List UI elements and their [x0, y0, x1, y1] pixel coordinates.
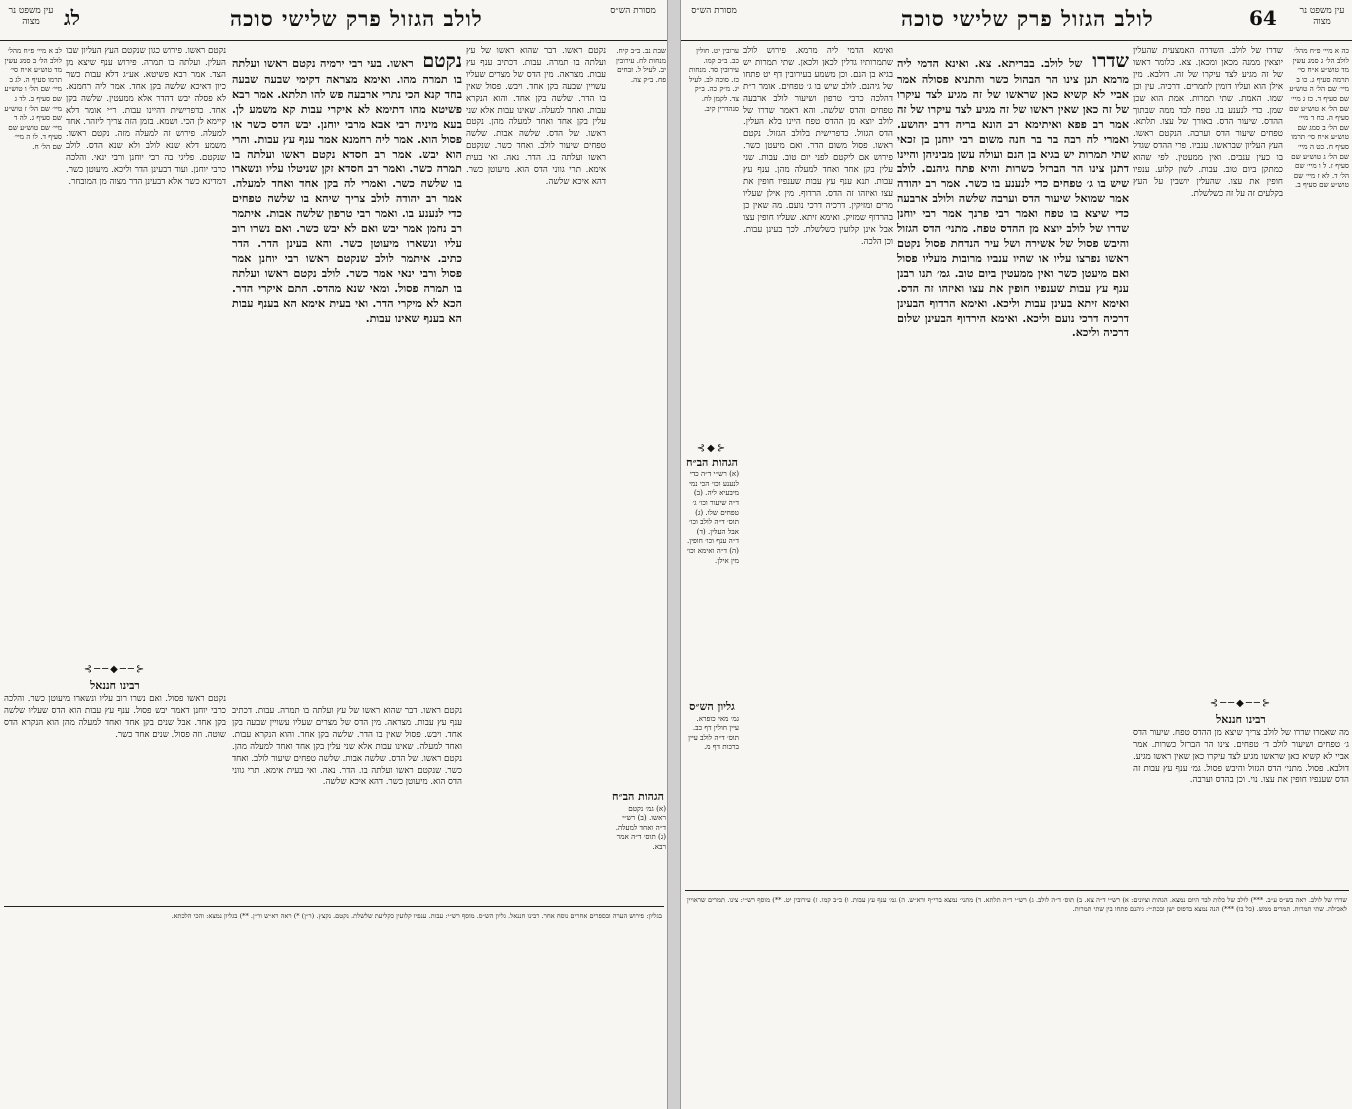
right-footnotes [687, 896, 1347, 1104]
right-ein-mishpat-text: כה א מיי׳ פ״ח מהל׳ לולב הל׳ ג סמג עשין מד טוש״ע א״ח סי׳ תרמה סעיף ג. כו ב מיי׳ שם הל׳ ה טוש״ע שם סעיף ד. כז ג מיי׳ שם הל׳ א טוש״ע שם סעיף ה. כח ד מיי׳ שם הל׳ ב סמג שם טוש״ע א״ח סי׳ תרמו סעיף ח. כט ה מיי׳ שם הל׳ ג טוש״ע שם סעיף ז. ל ו מיי׳ שם הל׳ ד. לא ז מיי׳ שם טוש״ע שם סעיף ב. [1289, 46, 1349, 190]
right-gemara [897, 50, 1129, 886]
left-masoret-text: שבת נב. ב״ב קיח. מנחות לח. עירובין יב. לעיל ל. זבחים פח. ב״ק צה. [615, 46, 666, 84]
left-header [0, 4, 668, 38]
left-footnotes [6, 912, 662, 1102]
right-gilyon-title: גליון הש״ס [689, 700, 735, 713]
right-tosafot-text: ואימא הדמי ליה מרמא. פירוש לולב שתמרותיו גדלין לכאן ולכאן. שתי תמרות יש בגיא בן הנם. וכן משמע בעירובין דף יט פתחו של גיהנם. לולב שיש בו ג׳ טפחים. אומר ר״ת דהלכה כרבי טרפון ושיעור לולב ארבעה טפחים והדס שלשה. והא דאמר שדרו של לולב יוצא מן ההדס טפח היינו בלא העלין. הדס הגזול. כדפרישית בלולב הגזול. נקטם ראשו. פסול משום הדר. ואם מיעטן כשר. פירוש אם ליקטם לפני יום טוב. עבות. שני עלין בקן אחד ואחד למעלה מהן. ענף עץ עבות. תנא ענף עץ עבות שענפיו חופין את עצו ואיזהו זה הדס. הרדוף. מין אילן שעליו מרים ומזיקין. דרכיה דרכי נועם. מה שאין כן בהרדוף שמזיק. ואימא זיתא. שעליו חופין עצו אבל אינן קלועין כשלשלת. לכך בעינן עבות. וכן הלכה. [743, 46, 893, 247]
left-rabbeinu-chananel [4, 660, 226, 900]
left-hagahot [610, 790, 666, 900]
left-ein-mishpat-text: לב א מיי׳ פ״ח מהל׳ לולב הל׳ ב סמג עשין מד טוש״ע א״ח סי׳ תרמו סעיף ה. לג ב מיי׳ שם הל׳ ו טוש״ע שם סעיף ב. לד ג מיי׳ שם הל׳ ז טוש״ע שם סעיף ג. לה ד מיי׳ שם טוש״ע שם סעיף ד. לו ה מיי׳ שם הל׳ ח. [4, 46, 62, 151]
right-page-number: 64 [1249, 6, 1277, 30]
left-footnote-rule [4, 906, 664, 907]
left-ornament: ⊰──◆──⊱ [83, 664, 147, 675]
left-footnotes-text: בגליון: פירוש הערה ובספרים אחרים נוסח אחר. רבינו חננאל. גליון הש״ס. מוסף רש״י: עבות. ענפיו קלועין כקליעת שלשלת. נקטם. נקצץ. (ר״ן) *) ראה רא״ש ור״ן. **) בגליון נמצא: והכי הלכתא. [171, 912, 662, 920]
page-gutter [668, 0, 680, 1109]
right-gemara-text: של לולב. בבריתא. צא. ואינא הדמי ליה מרמא תנן צינו הר הבהול כשר והתניא פסולה אמר אביי לא קשיא כאן שראשו של זה מגיע לצד עיקרו של זה כאן שאין ראשו של זה מגיע לצד עיקרו של זה אמר רב פפא ואיתימא רב הונא בריה דרב יהושע. ואמרי לה רבה בר בר חנה משום רבי יוחנן בן זכאי שתי תמרות יש בגיא בן הנם ועולה עשן מביניהן והיינו דתנן צינו הר הברזל כשרות והיא פתח גיהנם. לולב שיש בו ג׳ טפחים כדי לנענע בו כשר. אמר רב יהודה אמר שמואל שיעור הדס וערבה שלשה ולולב ארבעה כדי שיצא בו טפח ואמר רבי פרנך אמר רבי יוחנן שדרו של לולב יוצא מן ההדס טפח. מתני׳ הדס הגזול והיבש פסול של אשירה ושל עיר הנדחת פסול נקטם ראשו נפרצו עליו או שהיו ענביו מרובות מעליו פסול ואם מיעטן כשר ואין ממעטין ביום טוב. גמ׳ תנו רבנן ענף עץ עבות שענפיו חופין את עצו ואיזהו זה הדס. ואימא זיתא בעינן עבות וליכא. ואימא הרדוף הבעינן דרכיה דרכי נועם וליכא. ואימא הירדוף הבעינן שלום דרכיה וליכא. [897, 56, 1129, 340]
left-corner-masoret: מסורת הש״ס [610, 6, 656, 16]
left-rashi [466, 46, 606, 896]
left-hagahot-title: הגהות הב״ח [612, 790, 664, 803]
left-rashi-text: נקטם ראשו. דבר שהוא ראשו של עץ ועלתה בו תמרה. עבות. דכתיב ענף עץ עבות. מצראה. מין הדס של מצרים שעליו עשויין שבעה בקן אחד. ויבש. פסול שאין בו הדר. שלשה בקן אחד. והוא הנקרא עבות. ואחד למעלה. שאינו עבות אלא שני עלין בקן אחד ואחד למעלה מהן. נקטם ראשו. של הדס. שלשה אבות. שלשה טפחים שיעור לולב. ואחד כשר. שנקטם ראשו ועלתה בו. הדר. נאה. ואי בעית אימא. תרי גווני הדס הוא. מיעוטן כשר. דהא איכא שלשה. [466, 46, 606, 187]
left-rashi-continued-text: נקטם ראשו. דבר שהוא ראשו של עץ ועלתה בו תמרה. עבות. דכתיב ענף עץ עבות. מצראה. מין הדס של מצרים שעליו עשויין שבעה בקן אחד. ויבש. פסול שאין בו הדר. שלשה בקן אחד. והוא הנקרא עבות. ואחד למעלה. שאינו עבות אלא שני עלין בקן אחד ואחד למעלה מהן. נקטם ראשו. של הדס. שלשה אבות. שלשה טפחים שיעור לולב. ואחד כשר. שנקטם ראשו ועלתה בו. הדר. נאה. ואי בעית אימא. תרי גווני הדס הוא. מיעוטן כשר. דהא איכא שלשה. [232, 706, 462, 788]
left-gemara-opening-word: נקטם [422, 50, 462, 72]
right-header [681, 4, 1352, 38]
right-header-title: לולב הגזול פרק שלישי סוכה [901, 6, 1154, 31]
left-tosafot [66, 46, 226, 636]
right-hagahot-ornament: ⊰◆⊱ [696, 443, 728, 454]
right-rashi [1133, 46, 1283, 686]
left-masoret [610, 46, 666, 546]
right-masoret-text: ערובין יט. חולין כב. ב״ב קמו. עירובין סד. מנחות כז. סוכה לב. לעיל יג. מ״ק כה. ב״ק צד. לקמן לח. סנהדרין קיב. [688, 46, 739, 113]
right-rabbeinu-chananel [1133, 694, 1349, 884]
right-gilyon-text: גמ׳ מאי כופרא. עיין חולין דף כב. תוס׳ ד״ה לולב עיין ברכות דף מ. [688, 713, 739, 752]
left-rabbeinu-chananel-title: רבינו חננאל [90, 678, 140, 692]
right-hagahot-title: הגהות הב״ח [686, 455, 738, 469]
right-gilyon [685, 700, 739, 870]
left-gemara [232, 50, 462, 700]
left-rashi-continued [232, 706, 462, 902]
right-corner-masoret: מסורת הש״ס [691, 6, 737, 16]
right-page [680, 0, 1352, 1109]
right-masoret [685, 46, 739, 406]
right-corner-ein-mishpat: עין משפט נר מצוה [1299, 6, 1345, 27]
left-hagahot-text: (א) גמ׳ נקטם ראשו. (ב) רש״י ד״ה ואחד למעלה. (ג) תוס׳ ד״ה אמר רבא. [615, 803, 666, 851]
right-rashi-text: שדרו של לולב. השדרה האמצעית שהעלין יוצאין ממנה מכאן ומכאן. צא. כלומר ראשו של זה מגיע לצד עיקרו של זה. דולבא. מין אילן הוא ועליו דומין לתמרים. דרכיה. עין וכן שמו. האמת. שתי תמרות. אמת הוא שכן שמן. כדי לנענע בו. טפח לבד ממה שבתוך ההדס. שיעור הדס. באורך של עצו. תלתא. טפחים שיעור הדס וערבה. הנקטם ראשו. העץ העליון שבראשו. ענביו. פרי ההדס שגדל בו כעין ענבים. ואין ממעטין. לפי שהוא כמתקן ביום טוב. עבות. לשון קלוע. ענפיו חופין את עצו. שהעלין יושבין על העץ בקלעים זה על זה כשלשלת. [1133, 46, 1283, 199]
left-page-number: לג [64, 6, 80, 30]
right-tosafot [743, 46, 893, 886]
left-corner-ein-mishpat: עין משפט נר מצוה [8, 6, 54, 27]
left-header-title: לולב הגזול פרק שלישי סוכה [230, 6, 483, 31]
right-footnote-rule [685, 890, 1349, 891]
left-header-rule [0, 40, 668, 41]
left-gemara-text: ראשו. בעי רבי ירמיה נקטם ראשו ועלתה בו תמרה מהו. ואימא מצראה דקימי שבעה שבעה בחד קנא הכי נתרי ארבעה פש להו תלתא. אמר רבא פשיטא מהו דתימא לא איקרי עבות קא משמע לן. בעא מיניה רבי אבא מרבי יוחנן. יבש הדס כשר או פסול הוא. אמר ליה רחמנא אמר ענף עץ עבות. והרי הוא יבש. אמר רב חסדא נקטם ראשו ועלתה בו תמרה כשר. ואמר רב חסדא זקן שניטלו עליו ונשארו בו שלשה כשר. ואמרי לה בקן אחד ואחד למעלה. אמר רב יהודה לולב צריך שיהא בו שלשה טפחים כדי לנענע בו. ואמר רבי טרפון שלשה אבות. איתמר רב נחמן אמר יבש ואם לא יבש כשר. ואם נשרו רוב עליו ונשארו מיעוטן כשר. והא בעינן הדר. הדר כתיב. איתמר לולב שנקטם ראשו רבי יוחנן אמר פסול ורבי ינאי אמר כשר. לולב נקטם ראשו ועלתה בו תמרה פסול. ומאי שנא מהדס. התם איקרי הדר. הכא לא מיקרי הדר. ואי בעית אימא הא בענף עבות הא בענף שאינו עבות. [232, 56, 462, 325]
left-ein-mishpat [4, 46, 62, 346]
right-rabbeinu-chananel-text: מה שאמרו שדרו של לולב צריך שיצא מן ההדס טפח. שיעור הדס ג׳ טפחים ושיעור לולב ד׳ טפחים. צינו הר הברזל כשרות. אמר אביי לא קשיא כאן שראשו מגיע לצד עיקרו כאן שאין ראשו מגיע. דולבא. פסול. מתני׳ הדס הגזול והיבש פסול. גמ׳ ענף עץ עבות זה הדס שענפיו חופין את עצו. נוי. וכן בהדס וערבה. [1133, 727, 1349, 786]
right-rabbeinu-chananel-title: רבינו חננאל [1216, 712, 1266, 726]
right-hagahot [685, 440, 739, 640]
left-rabbeinu-chananel-text: נקטם ראשו פסול. ואם נשרו רוב עליו ונשארו מיעוטן כשר. והלכה כרבי יוחנן דאמר יבש פסול. ענף עץ עבות הוא הדס שעליו שלשה בקן אחד. אבל שנים בקן אחד ואחד למעלה מהן הוא הנקרא הדס שוטה. וזה פסול. שנים אחד כשר. [4, 693, 226, 740]
right-footnotes-text: שדרו של לולב. ראה בש״ס ע״ב. ***) לולב של כלות לבר היום נמצא. הגהות וציונים: א) רש״י ד״ה צא. ב) תוס׳ ד״ה לולב. ג) רש״י ד״ה תלתא. ד) מתני׳ נמצא ברי״ף ורא״ש. ה) גמ׳ ענף עץ עבות. ו) ב״ב קמו. ז) עירובין יט. **) מוסף רש״י: צינו. תמרים שראויין לאכילה. שתי תמרות. תמרים ממש. (כל בו) ***) הנה נמצא בדפוס ישן ובכת״י: גיהנם פתחו בין שתי תמרות. [687, 896, 1347, 913]
left-tosafot-text: נקטם ראשו. פירוש כגון שנקטם העץ העליון שבו העלין. ועלתה בו תמרה. פירוש ענף שיצא מן הצד. אמר רבא פשיטא. אע״ג דלא עבות כשר כיון דאיכא שלשה בקן אחד. אמר ליה רחמנא. לא פסלה יבש דהדר אלא ממעטין. שלשה בקן אחד. כדפרישית דהיינו עבות. ר״י אומר דלא קיימא לן הכי. ושמא. בזמן הזה צריך ליזהר. אחד למעלה. פירוש זה למעלה מזה. נקטם ראשו. משמע דלא שנא לולב ולא שנא הדס. לולב שנקטם. פליגי בה רבי יוחנן ורבי ינאי. והלכה כרבי יוחנן. ועוד דבעינן הדר וליכא. מיעוטן כשר. דמדינא כשר אלא דבעינן הדר מצוה מן המובחר. [66, 46, 226, 187]
right-ornament: ⊰──◆──⊱ [1209, 698, 1273, 709]
left-page [0, 0, 668, 1109]
right-gemara-opening-word: שדרו [1092, 50, 1129, 72]
right-header-rule [681, 40, 1352, 41]
right-ein-mishpat [1287, 46, 1349, 666]
right-hagahot-text: (א) רש״י ד״ה כדי לנענע וכו׳ הכי נמי מיבעיא ליה. (ב) ד״ה שיעור וכו׳ ג׳ טפחים שלו. (ג) תוס׳ ד״ה לולב וכו׳ אבל העלין. (ד) ד״ה ענף וכו׳ חופין. (ה) ד״ה ואימא וכו׳ מין אילן. [686, 469, 739, 565]
